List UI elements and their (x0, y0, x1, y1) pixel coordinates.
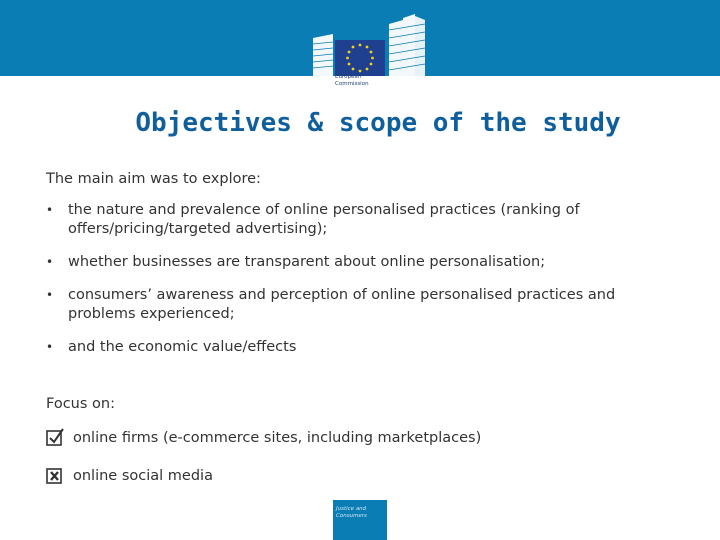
list-item (46, 253, 686, 272)
aims-list (46, 201, 686, 371)
dg-badge (333, 500, 387, 540)
badge-line1: Justice and (336, 506, 367, 512)
logo-caption-line2: Commission (335, 80, 369, 87)
logo-caption (335, 74, 395, 87)
list-item (46, 338, 686, 357)
bullet-icon: • (46, 288, 54, 302)
focus-item-social-media (46, 466, 213, 485)
focus-item-label: online firms (e-commerce sites, including marketplaces) (73, 429, 482, 446)
slide-title: Objectives & scope of the study (135, 108, 621, 138)
list-item (46, 201, 686, 239)
list-item-text: whether businesses are transparent about online personalisation; (68, 254, 546, 270)
crossed-box-icon (46, 466, 65, 485)
badge-line2: Consumers (336, 513, 367, 519)
list-item-text: and the economic value/effects (68, 339, 297, 355)
focus-item-label: online social media (73, 467, 213, 484)
focus-item-online-firms (46, 428, 481, 447)
bullet-icon: • (46, 255, 54, 269)
checked-box-icon (46, 428, 65, 447)
list-item-text: the nature and prevalence of online personalised practices (ranking of offers/pricing/targeted advertising); (68, 202, 580, 237)
list-item (46, 286, 686, 324)
intro-text: The main aim was to explore: (46, 171, 261, 187)
list-item-text: consumers’ awareness and perception of online personalised practices and problems experienced; (68, 287, 616, 322)
logo-caption-line1: European (335, 74, 362, 80)
bullet-icon: • (46, 340, 54, 354)
bullet-icon: • (46, 203, 54, 217)
focus-label: Focus on: (46, 396, 115, 412)
